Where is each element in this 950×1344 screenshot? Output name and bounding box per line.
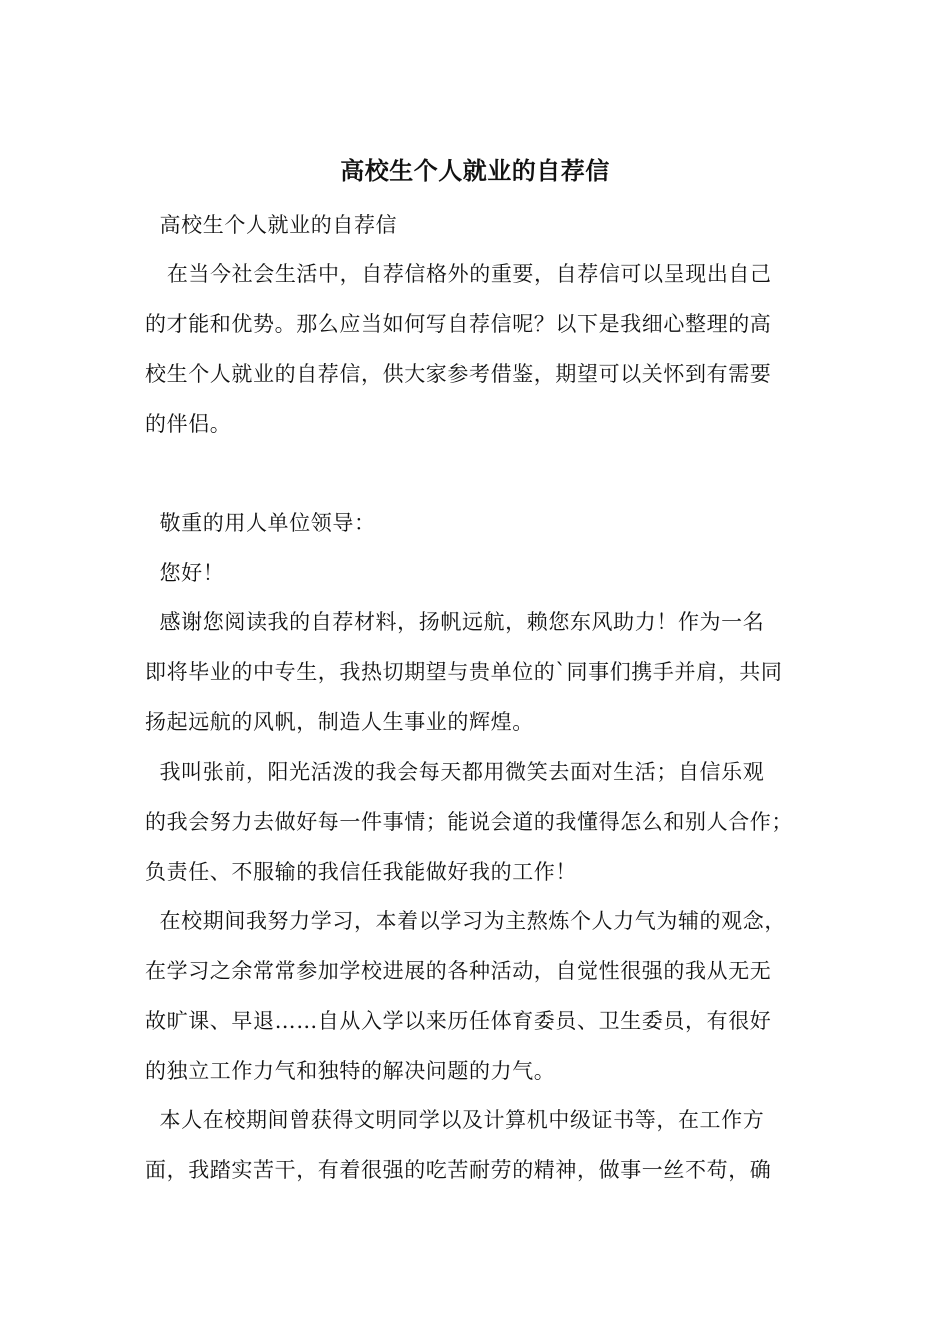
text-line: 我叫张前，阳光活泼的我会每天都用微笑去面对生活；自信乐观 bbox=[145, 760, 765, 784]
text-line: 在当今社会生活中，自荐信格外的重要，自荐信可以呈现出自己 bbox=[145, 262, 772, 286]
text-line: 即将毕业的中专生，我热切期望与贵单位的`同事们携手并肩，共同 bbox=[145, 660, 783, 684]
salutation-line: 敬重的用人单位领导： bbox=[145, 511, 376, 535]
text-line: 负责任、不服输的我信任我能做好我的工作！ bbox=[145, 860, 577, 884]
text-line: 故旷课、早退……自从入学以来历任体育委员、卫生委员，有很好 bbox=[145, 1009, 772, 1033]
text-line: 在校期间我努力学习，本着以学习为主熬炼个人力气为辅的观念， bbox=[145, 909, 786, 933]
text-line: 在学习之余常常参加学校进展的各种活动，自觉性很强的我从无无 bbox=[145, 959, 772, 983]
greeting-line: 您好！ bbox=[145, 561, 225, 585]
text-line: 的才能和优势。那么应当如何写自荐信呢？以下是我细心整理的高 bbox=[145, 312, 772, 336]
subtitle-line: 高校生个人就业的自荐信 bbox=[145, 213, 398, 237]
text-line: 本人在校期间曾获得文明同学以及计算机中级证书等，在工作方 bbox=[145, 1108, 765, 1132]
text-line: 面，我踏实苦干，有着很强的吃苦耐劳的精神，做事一丝不苟，确 bbox=[145, 1158, 772, 1182]
text-line: 的伴侣。 bbox=[145, 412, 232, 436]
text-line: 校生个人就业的自荐信，供大家参考借鉴，期望可以关怀到有需要 bbox=[145, 362, 772, 386]
document-title: 高校生个人就业的自荐信 bbox=[340, 156, 610, 185]
text-line: 感谢您阅读我的自荐材料，扬帆远航，赖您东风助力！作为一名 bbox=[145, 610, 765, 634]
text-line: 的独立工作力气和独特的解决问题的力气。 bbox=[145, 1059, 556, 1083]
text-line: 扬起远航的风帆，制造人生事业的辉煌。 bbox=[145, 710, 534, 734]
text-line: 的我会努力去做好每一件事情；能说会道的我懂得怎么和别人合作； bbox=[145, 810, 793, 834]
